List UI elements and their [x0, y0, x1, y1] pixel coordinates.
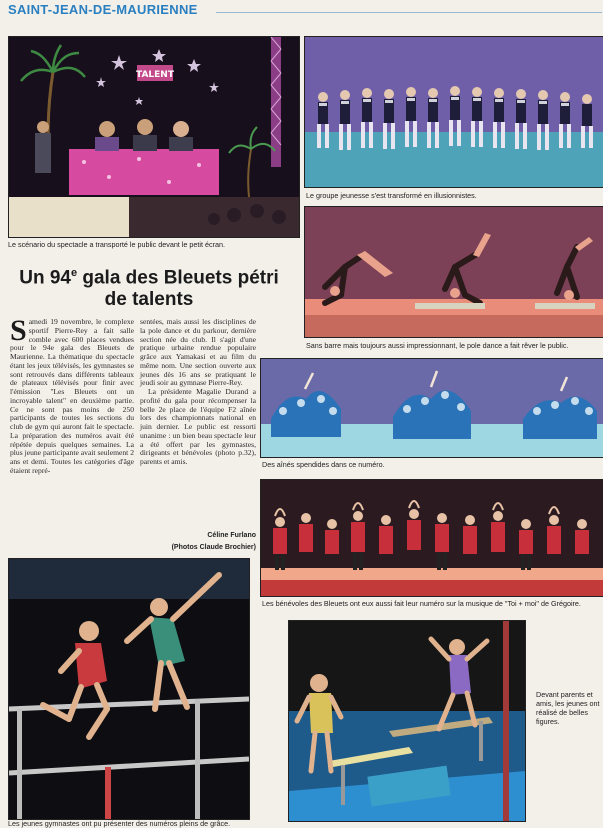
article-col1-text: amedi 19 novembre, le complexe sportif Pierre-Rey a fait salle comble avec 600 places vendues pour le 94e gala des Bleuets de Maurienne. La thématique du spectacle étant les jeux télévisés, les gymnastes se sont retrouvés dans différents tableaux de plateaux télévisés pour finir avec l'émission "Les Bleuets ont un incroyable talent" en deuxième partie. Ce ne sont pas moins de 250 participants de toutes les sections du club de gym qui auront fait le spectacle. La préparation des numéros avait été répétée depuis quelques semaines. La plus jeune participante avait seulement 2 ans et demi. Toutes les catégories d'âge étaient repré- [10, 317, 134, 475]
section-header [4, 0, 602, 22]
section-title: SAINT-JEAN-DE-MAURIENNE [8, 2, 198, 17]
photo-pole-dance [304, 206, 603, 338]
beam-gymnasts-illustration [289, 621, 525, 821]
article-col2-para2: La présidente Magalie Durand a profité du gala pour récompenser la belle 2e place de l'équipe F2 aînée lors des championnats national en juin dernier. Le public est ressorti unanime : un bien beau spectacle leur a été offert par les gymnastes, dirigeants et bénévoles (photo p.32), parents et amis. [140, 387, 256, 466]
article-headline [14, 262, 284, 311]
photo-beam-gymnasts [288, 620, 526, 822]
header-rule [216, 12, 602, 13]
caption-volunteers: Les bénévoles des Bleuets ont eux aussi fait leur numéro sur la musique de "Toi + moi" de Grégoire. [262, 599, 581, 608]
photo-volunteers [260, 479, 603, 597]
caption-tv-stage: Le scénario du spectacle a transporté le public devant le petit écran. [8, 240, 225, 249]
photo-young-gymnasts [8, 558, 250, 820]
article-dropcap: S [10, 314, 27, 347]
photo-credit: (Photos Claude Brochier) [171, 544, 256, 551]
tv-stage-illustration [9, 37, 299, 237]
article-column-1 [10, 314, 134, 476]
photo-youth-group [304, 36, 603, 188]
caption-beam-gymnasts: Devant parents et amis, les jeunes ont réalisé de belles figures. [536, 690, 600, 726]
headline-part-1: Un 94 [19, 267, 71, 289]
caption-pole-dance: Sans barre mais toujours aussi impressionnant, le pole dance a fait rêver le public. [306, 341, 569, 350]
article-col2-para1: sentées, mais aussi les disciplines de la pole dance et du parkour, dernière section née du club. Il s'agit d'une pratique urbaine rendue populaire grâce aux Yamakasi et au film du même nom. Une section ouverte aux jeunes dès 16 ans se pratiquant le jeudi soir au gymnase Pierre-Rey. [140, 317, 256, 388]
stage-logo-text: TALENT [136, 70, 174, 80]
photo-seniors [260, 358, 603, 458]
article-author: Céline Furlano [207, 532, 256, 539]
youth-group-illustration [305, 37, 603, 187]
caption-seniors: Des aînés spendides dans ce numéro. [262, 460, 385, 469]
headline-superscript: e [70, 267, 78, 279]
caption-youth-group: Le groupe jeunesse s'est transformé en illusionnistes. [306, 191, 477, 200]
pole-dance-illustration [305, 207, 603, 337]
photo-tv-stage [8, 36, 300, 238]
headline-part-2: gala des Bleuets pétri de talents [77, 267, 279, 311]
volunteers-illustration [261, 480, 603, 596]
seniors-illustration [261, 359, 603, 457]
young-gymnasts-illustration [9, 559, 249, 819]
caption-young-gymnasts: Les jeunes gymnastes ont pu présenter des numéros pleins de grâce. [8, 819, 231, 828]
article-column-2 [140, 318, 256, 467]
